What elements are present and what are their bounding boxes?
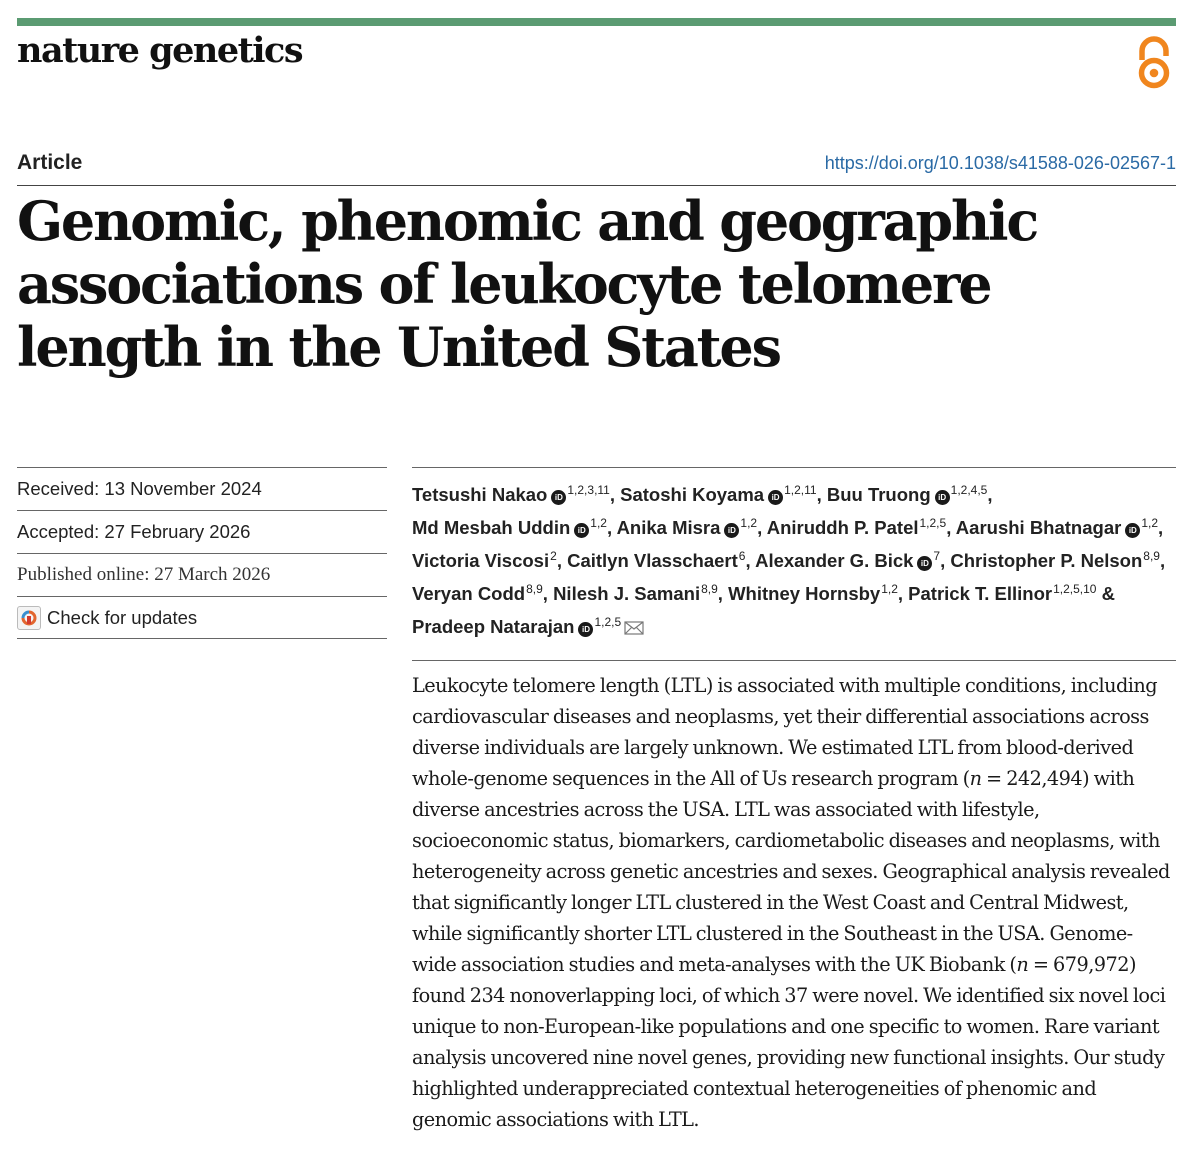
- author-item: [567, 550, 745, 571]
- orcid-icon[interactable]: iD: [935, 490, 950, 505]
- affiliation-numbers[interactable]: 7: [933, 549, 941, 563]
- affiliation-numbers[interactable]: 8,9: [701, 582, 718, 596]
- orcid-icon[interactable]: iD: [551, 490, 566, 505]
- affiliation-numbers[interactable]: 1,2,5,10: [1053, 582, 1097, 596]
- affiliation-numbers[interactable]: 1,2,5: [594, 615, 622, 629]
- check-updates-label: Check for updates: [47, 606, 198, 628]
- author-list-section: [412, 467, 1176, 641]
- author-name[interactable]: Whitney Hornsby: [728, 583, 881, 604]
- author-separator: &: [1096, 583, 1115, 604]
- author-name[interactable]: Md Mesbah Uddin: [412, 517, 571, 538]
- header-divider: [17, 185, 1176, 186]
- author-name[interactable]: Alexander G. Bick: [755, 550, 914, 571]
- article-title: Genomic, phenomic and geographic associations of leukocyte telomere length in the United States: [17, 189, 1038, 379]
- abstract-text-2: ) with diverse ancestries across the USA. LTL was associated with lifestyle, socioeconomic status, biomarkers, cardiometabolic diseases and neoplasms, with heterogeneity across genetic ancestries and sexes. Geographical analysis revealed that significantly longer LTL clustered in the West Coast and Central Midwest, while significantly shorter LTL clustered in the Southeast in the USA. Genome-wide association studies and meta-analyses with the UK Biobank (: [412, 767, 1170, 976]
- author-item: [767, 517, 947, 538]
- author-item: [412, 583, 543, 604]
- author-name[interactable]: Nilesh J. Samani: [553, 583, 701, 604]
- author-name[interactable]: Caitlyn Vlasschaert: [567, 550, 738, 571]
- author-separator: ,: [940, 550, 951, 571]
- abstract-n-value: = 242,494: [981, 767, 1083, 790]
- author-separator: ,: [946, 517, 956, 538]
- accepted-date: Accepted: 27 February 2026: [17, 510, 387, 553]
- author-separator: ,: [606, 517, 617, 538]
- orcid-icon[interactable]: iD: [578, 622, 593, 637]
- author-item: [950, 550, 1160, 571]
- affiliation-numbers[interactable]: 1,2,11: [784, 483, 817, 497]
- author-separator: ,: [987, 484, 993, 505]
- author-name[interactable]: Patrick T. Ellinor: [908, 583, 1053, 604]
- open-access-icon: [1133, 36, 1175, 90]
- author-name[interactable]: Pradeep Natarajan: [412, 616, 575, 637]
- author-item: [620, 484, 816, 505]
- affiliation-numbers[interactable]: 1,2,5: [919, 516, 947, 530]
- author-name[interactable]: Veryan Codd: [412, 583, 526, 604]
- affiliation-numbers[interactable]: 1,2: [1141, 516, 1158, 530]
- affiliation-numbers[interactable]: 6: [738, 549, 746, 563]
- published-date: Published online: 27 March 2026: [17, 553, 387, 596]
- author-separator: ,: [542, 583, 554, 604]
- author-separator: ,: [1158, 517, 1164, 538]
- journal-name[interactable]: nature genetics: [17, 30, 303, 71]
- author-name[interactable]: Aarushi Bhatnagar: [955, 517, 1122, 538]
- author-separator: ,: [745, 550, 756, 571]
- affiliation-numbers[interactable]: 1,2,3,11: [567, 483, 610, 497]
- article-type-label: Article: [17, 151, 83, 174]
- orcid-icon[interactable]: iD: [574, 523, 589, 538]
- affiliation-numbers[interactable]: 8,9: [526, 582, 543, 596]
- author-name[interactable]: Buu Truong: [826, 484, 931, 505]
- author-separator: ,: [556, 550, 568, 571]
- journal-color-bar: [17, 18, 1176, 26]
- author-item: [553, 583, 718, 604]
- author-item: [617, 517, 758, 538]
- orcid-icon[interactable]: iD: [1125, 523, 1140, 538]
- author-separator: ,: [717, 583, 729, 604]
- author-item: [956, 517, 1158, 538]
- author-separator: ,: [816, 484, 827, 505]
- abstract-n-symbol: n: [1016, 953, 1029, 976]
- author-item: [412, 616, 644, 637]
- author-name[interactable]: Satoshi Koyama: [620, 484, 765, 505]
- abstract-n-symbol: n: [969, 767, 982, 790]
- affiliation-numbers[interactable]: 8,9: [1143, 549, 1160, 563]
- orcid-icon[interactable]: iD: [768, 490, 783, 505]
- author-item: [412, 484, 610, 505]
- check-updates-icon: [17, 606, 41, 630]
- affiliation-numbers[interactable]: 1,2,4,5: [950, 483, 988, 497]
- author-separator: ,: [609, 484, 621, 505]
- orcid-icon[interactable]: iD: [724, 523, 739, 538]
- author-item: [755, 550, 940, 571]
- abstract: [412, 670, 1176, 1135]
- author-item: [412, 550, 557, 571]
- received-date: Received: 13 November 2024: [17, 467, 387, 510]
- author-name[interactable]: Anika Misra: [616, 517, 721, 538]
- author-name[interactable]: Christopher P. Nelson: [950, 550, 1143, 571]
- author-item: [412, 517, 607, 538]
- author-separator: ,: [757, 517, 767, 538]
- publication-info: [17, 467, 387, 639]
- affiliation-numbers[interactable]: 1,2: [881, 582, 898, 596]
- author-name[interactable]: Tetsushi Nakao: [412, 484, 548, 505]
- orcid-icon[interactable]: iD: [917, 556, 932, 571]
- affiliation-numbers[interactable]: 1,2: [590, 516, 607, 530]
- author-name[interactable]: Victoria Viscosi: [412, 550, 550, 571]
- doi-link[interactable]: https://doi.org/10.1038/s41588-026-02567-1: [824, 153, 1176, 173]
- abstract-section: [412, 660, 1176, 1135]
- abstract-n-value: = 679,972: [1028, 953, 1129, 976]
- check-for-updates-button[interactable]: [17, 596, 387, 639]
- abstract-text-3: ) found 234 nonoverlapping loci, of which 37 were novel. We identified six novel loci unique to non-European-like populations and one specific to women. Rare variant analysis uncovered nine novel genes, providing new functional insights. Our study highlighted underappreciated contextual heterogeneities of phenomic and genomic associations with LTL.: [412, 953, 1166, 1131]
- author-list: [412, 476, 1176, 641]
- author-separator: ,: [897, 583, 909, 604]
- abstract-text-1: Leukocyte telomere length (LTL) is associated with multiple conditions, including cardiovascular diseases and neoplasms, yet their differential associations across diverse individuals are largely unknown. We estimated LTL from blood-derived whole-genome sequences in the All of Us research program (: [412, 674, 1158, 790]
- author-name[interactable]: Aniruddh P. Patel: [766, 517, 919, 538]
- author-item: [827, 484, 988, 505]
- email-icon[interactable]: [624, 621, 644, 635]
- affiliation-numbers[interactable]: 2: [550, 549, 557, 563]
- author-item: [728, 583, 898, 604]
- affiliation-numbers[interactable]: 1,2: [740, 516, 758, 530]
- author-separator: ,: [1159, 550, 1166, 571]
- author-item: [908, 583, 1096, 604]
